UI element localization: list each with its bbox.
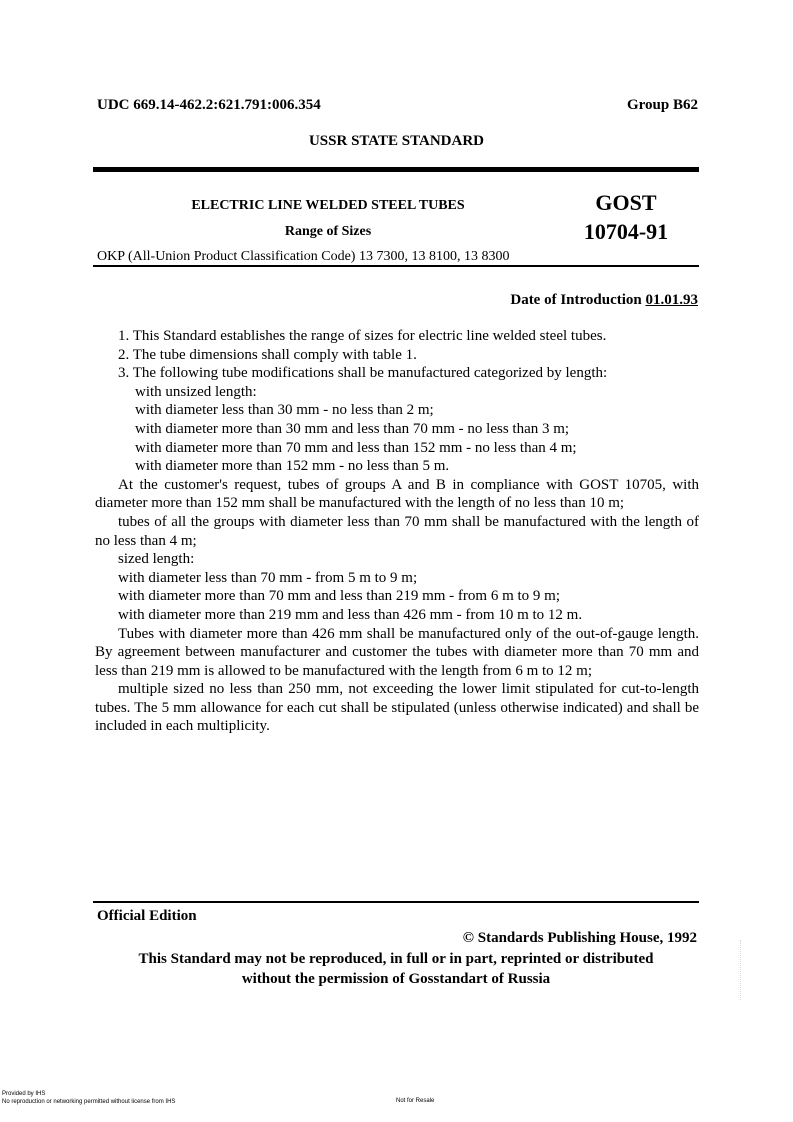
body-paragraph: with diameter more than 30 mm and less than 70 mm - no less than 3 m; (135, 420, 570, 437)
standard-type: USSR STATE STANDARD (308, 133, 485, 149)
body-paragraph: with diameter more than 219 mm and less than 426 mm - from 10 m to 12 m. (118, 606, 583, 623)
okp-code: OKP (All-Union Product Classification Code) 13 7300, 13 8100, 13 8300 (97, 249, 510, 264)
body-paragraph: with diameter less than 70 mm - from 5 m to 9 m; (118, 569, 418, 586)
body-paragraph: Tubes with diameter more than 426 mm shall be manufactured only of the out-of-gauge length. By agreement between manufacturer and customer the tubes with diameter more than 70 mm and less than 219 mm is allowed to be manufactured with the length from 6 m to 12 m; (95, 625, 699, 679)
standard-subtitle: Range of Sizes (284, 224, 372, 239)
body-paragraph: 3. The following tube modifications shall be manufactured categorized by length: (118, 365, 608, 382)
body-paragraph: with diameter more than 152 mm - no less than 5 m. (135, 458, 450, 475)
body-paragraph: multiple sized no less than 250 mm, not exceeding the lower limit stipulated for cut-to-length tubes. The 5 mm allowance for each cut shall be stipulated (unless otherwise indicated) and shall be included in each multiplicity. (95, 681, 699, 735)
notice-line: without the permission of Gosstandart of Russia (241, 970, 551, 987)
body-paragraph: tubes of all the groups with diameter less than 70 mm shall be manufactured with the length of no less than 4 m; (95, 513, 699, 549)
udc-code: UDC 669.14-462.2:621.791:006.354 (97, 97, 321, 113)
footer-divider (93, 901, 699, 903)
copyright-notice: © Standards Publishing House, 1992 (462, 930, 697, 946)
header-divider (93, 167, 699, 172)
body-paragraph: At the customer's request, tubes of groups A and B in compliance with GOST 10705, with diameter more than 152 mm shall be manufactured with the length of no less than 10 m; (95, 476, 699, 512)
gost-number: 10704-91 (583, 219, 669, 244)
introduction-date: 01.01.93 (645, 292, 698, 308)
body-paragraph: with diameter less than 30 mm - no less than 2 m; (135, 402, 434, 419)
license-notice: No reproduction or networking permitted without license from IHS (2, 1099, 176, 1105)
okp-divider (93, 265, 699, 267)
notice-line: This Standard may not be reproduced, in full or in part, reprinted or distributed (138, 951, 654, 967)
standard-title: ELECTRIC LINE WELDED STEEL TUBES (191, 198, 465, 213)
body-paragraph: 1. This Standard establishes the range of sizes for electric line welded steel tubes. (118, 328, 607, 344)
reproduction-notice (93, 950, 699, 989)
gost-label: GOST (595, 190, 657, 215)
body-paragraph: with diameter more than 70 mm and less than 219 mm - from 6 m to 9 m; (118, 588, 561, 605)
group-code: Group B62 (627, 97, 698, 113)
date-of-introduction (510, 292, 698, 309)
margin-mark (740, 940, 747, 1000)
standard-body (95, 327, 699, 736)
introduction-label: Date of Introduction (510, 292, 642, 308)
body-paragraph: with unsized length: (135, 383, 257, 400)
body-paragraph: 2. The tube dimensions shall comply with table 1. (118, 346, 417, 363)
body-paragraph: sized length: (118, 551, 195, 568)
not-for-resale: Not for Resale (396, 1098, 435, 1104)
body-paragraph: with diameter more than 70 mm and less than 152 mm - no less than 4 m; (135, 439, 577, 456)
provided-by: Provided by IHS (2, 1091, 46, 1097)
provider-footer (2, 1090, 175, 1106)
official-edition: Official Edition (97, 908, 197, 924)
